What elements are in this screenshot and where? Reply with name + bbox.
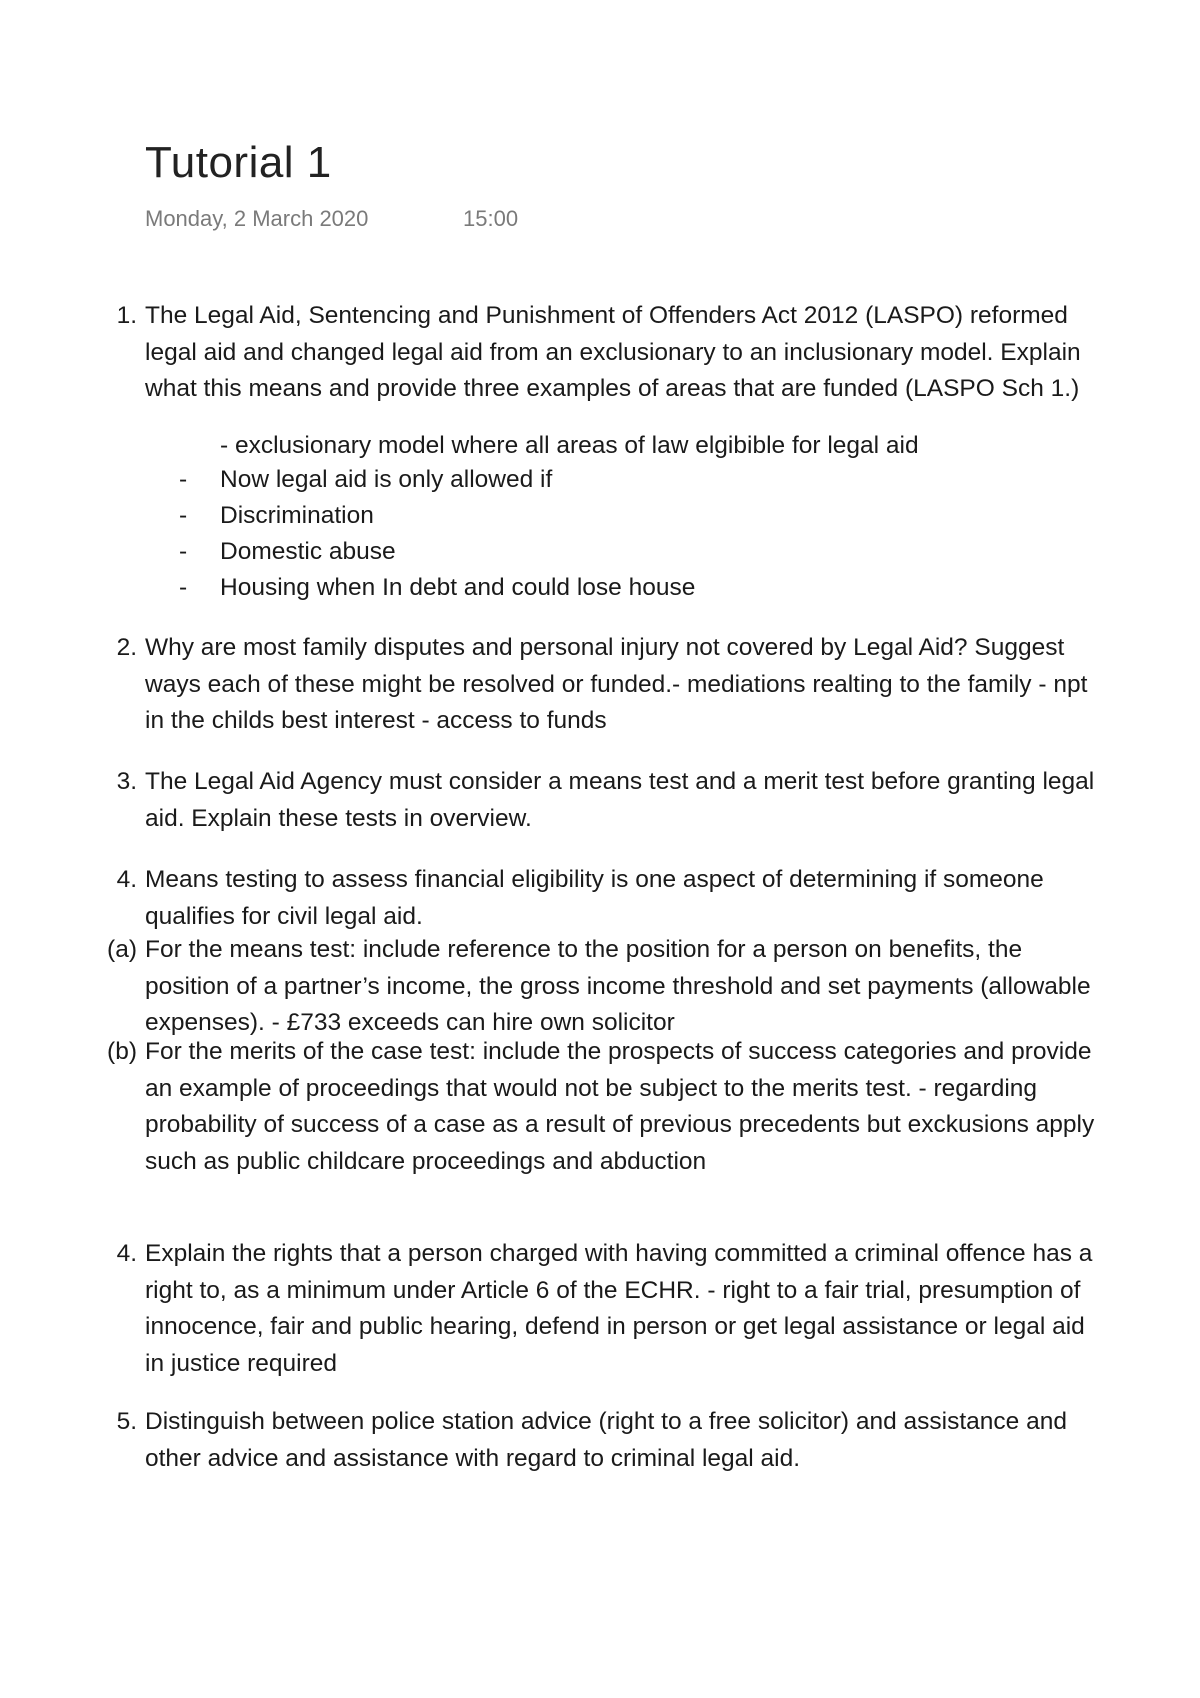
note-metadata xyxy=(145,206,519,232)
list-number: (a) xyxy=(107,936,137,963)
list-number: 5. xyxy=(116,1408,137,1435)
list-number: 3. xyxy=(116,768,137,795)
question-text: The Legal Aid Agency must consider a means test and a merit test before granting legal aid. Explain these tests in overview. xyxy=(145,768,1095,832)
question-text: The Legal Aid, Sentencing and Punishment of Offenders Act 2012 (LASPO) reformed legal aid and changed legal aid from an exclusionary to an inclusionary model. Explain what this means and provide three examples of areas that are funded (LASPO Sch 1.) xyxy=(145,302,1081,403)
list-number: (b) xyxy=(107,1038,137,1065)
list-item-q4-rights xyxy=(116,1236,1095,1382)
list-number: 4. xyxy=(116,866,137,893)
bullet-text: Housing when In debt and could lose house xyxy=(220,574,696,601)
list-number: 1. xyxy=(116,302,137,329)
list-item-q4a xyxy=(107,932,1095,1042)
note-time: 15:00 xyxy=(463,206,519,231)
bullet-text: Now legal aid is only allowed if xyxy=(220,466,553,493)
list-number: 2. xyxy=(116,634,137,661)
question-text: Explain the rights that a person charged with having committed a criminal offence has a right to, as a minimum under Article 6 of the ECHR. - right to a fair trial, presumption of innocence, fair and public hearing, defend in person or get legal assistance or legal aid in justice required xyxy=(145,1240,1093,1377)
list-item-q4b xyxy=(107,1034,1095,1180)
question-text: For the merits of the case test: include the prospects of success categories and provide an example of proceedings that would not be subject to the merits test. - regarding probability of success of a case as a result of previous precedents but exckusions apply such as public childcare proceedings and abduction xyxy=(145,1038,1095,1175)
answer-note: - exclusionary model where all areas of law elgibible for legal aid xyxy=(220,432,919,459)
list-item-q5 xyxy=(116,1404,1095,1477)
list-item-q3 xyxy=(116,764,1095,837)
document-page: Tutorial 1 Monday, 2 March 2020 15:00 1. The Legal Aid, Sentencing and Punishment of Offenders Act 2012 (LASPO) reformed legal aid and changed legal aid from an exclusionary to an inclusionary model. Explain what this means and provide three examples of areas that are funded (LASPO Sch 1.) - exclusionary model where all areas of law elgibible for legal aid - Now legal aid is only allowed if - Discrimination - Domestic abuse - Housing when In debt and could lose house 2. Why are most family disputes and personal injury not covered by Legal Aid? Suggest ways each of these might be resolved or funded.- mediations realting to the family - npt in the childs best interest - access to funds 3. The Legal Aid Agency must consider a means test and a merit test before granting legal aid. Explain these tests in overview. 4. Means testing to assess financial eligibility is one aspect of determining if someone qualifies for civil legal aid. (a) For the means test: include reference to the position for a person on benefits, the position of a partner’s income, the gross income threshold and set payments (allowable expenses). - £733 exceeds can hire own solicitor (b) For the merits of the case test: include the prospects of success categories and provide an example of proceedings that would not be subject to the merits test. - regarding probability of success of a case as a result of previous precedents but exckusions apply such as public childcare proceedings and abduction 4. Explain the rights that a person charged with having committed a criminal offence has a right to, as a minimum under Article 6 of the ECHR. - right to a fair trial, presumption of innocence, fair and public hearing, defend in person or get legal assistance or legal aid in justice required 5. Distinguish between police station advice (right to a free solicitor) and assistance and other advice and assistance with regard to criminal legal aid. xyxy=(0,0,1200,1698)
list-item-q4 xyxy=(116,862,1095,935)
question-text: Distinguish between police station advice (right to a free solicitor) and assistance and other advice and assistance with regard to criminal legal aid. xyxy=(145,1408,1067,1472)
list-item-q2 xyxy=(116,630,1095,740)
bullet-text: Domestic abuse xyxy=(220,538,396,565)
question-text: For the means test: include reference to the position for a person on benefits, the position of a partner’s income, the gross income threshold and set payments (allowable expenses). - £733 exceeds can hire own solicitor xyxy=(145,936,1091,1037)
bullet-text: Discrimination xyxy=(220,502,374,529)
note-date: Monday, 2 March 2020 xyxy=(145,206,369,231)
list-number: 4. xyxy=(116,1240,137,1267)
page-title: Tutorial 1 xyxy=(145,138,332,187)
question-text: Means testing to assess financial eligibility is one aspect of determining if someone qualifies for civil legal aid. xyxy=(145,866,1044,930)
question-text: Why are most family disputes and personal injury not covered by Legal Aid? Suggest ways each of these might be resolved or funded.- mediations realting to the family - npt in the childs best interest - access to funds xyxy=(145,634,1088,735)
list-item-q1 xyxy=(116,298,1095,408)
